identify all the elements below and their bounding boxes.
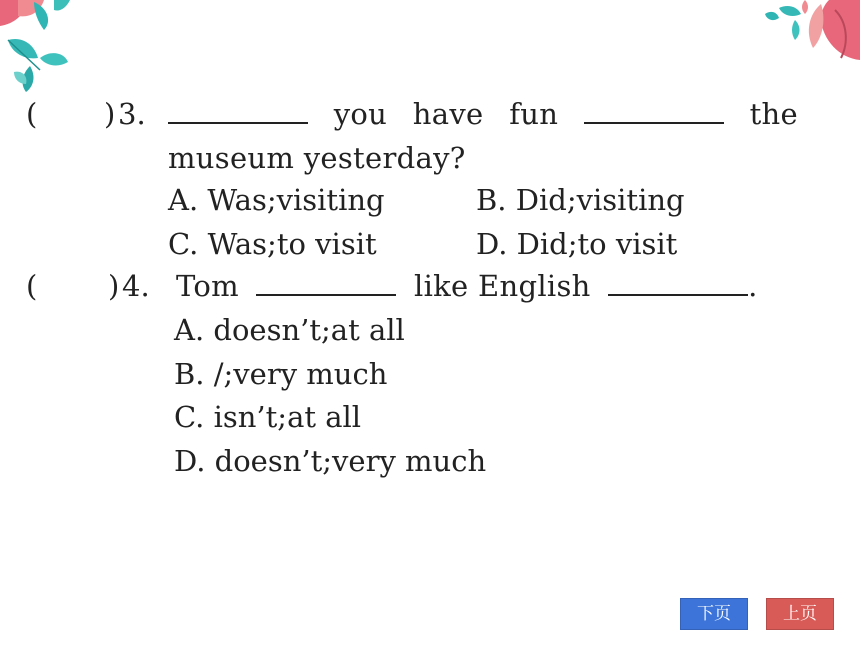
answer-blank [608,268,748,296]
stem-start: Tom [176,269,239,303]
option-label: D. [476,227,508,261]
previous-page-button[interactable]: 上页 [766,598,834,630]
answer-blank [584,96,724,124]
option-b [476,182,685,218]
answer-blank [256,268,396,296]
stem-word: the [749,97,798,131]
option-text: Was;to visit [207,227,377,261]
answer-paren-open: ( [26,269,38,303]
answer-paren-open: ( [26,97,38,131]
answer-blank [168,96,308,124]
question-stem-line1 [168,96,798,132]
option-label: A. [174,313,205,347]
option-label: C. [168,227,199,261]
stem-word: you [333,97,388,131]
option-a [174,312,405,348]
option-text: doesn’t;at all [213,313,405,347]
answer-paren-close: ) [108,269,120,303]
option-text: doesn’t;very much [214,444,487,478]
question-stem [176,268,758,304]
option-text: isn’t;at all [213,400,362,434]
option-label: B. [476,183,507,217]
stem-mid: like English [414,269,591,303]
question-number: 3. [118,97,146,131]
option-a [168,182,385,218]
option-d [476,226,677,262]
stem-end: . [748,269,758,303]
leaves-decoration-icon [735,0,860,75]
option-d [174,443,486,479]
option-label: A. [168,183,199,217]
question-number: 4. [122,269,150,303]
stem-word: have [412,97,484,131]
option-label: B. [174,357,205,391]
option-label: D. [174,444,206,478]
option-c [174,399,361,435]
option-c [168,226,377,262]
option-b [174,356,387,392]
stem-word: fun [509,97,559,131]
option-text: Was;visiting [207,183,385,217]
option-text: /;very much [213,357,388,391]
question-stem-line2: museum yesterday? [168,141,466,175]
option-label: C. [174,400,205,434]
option-text: Did;visiting [515,183,685,217]
answer-paren-close: ) [104,97,116,131]
next-page-button[interactable]: 下页 [680,598,748,630]
option-text: Did;to visit [516,227,678,261]
leaves-decoration-icon [0,0,90,95]
